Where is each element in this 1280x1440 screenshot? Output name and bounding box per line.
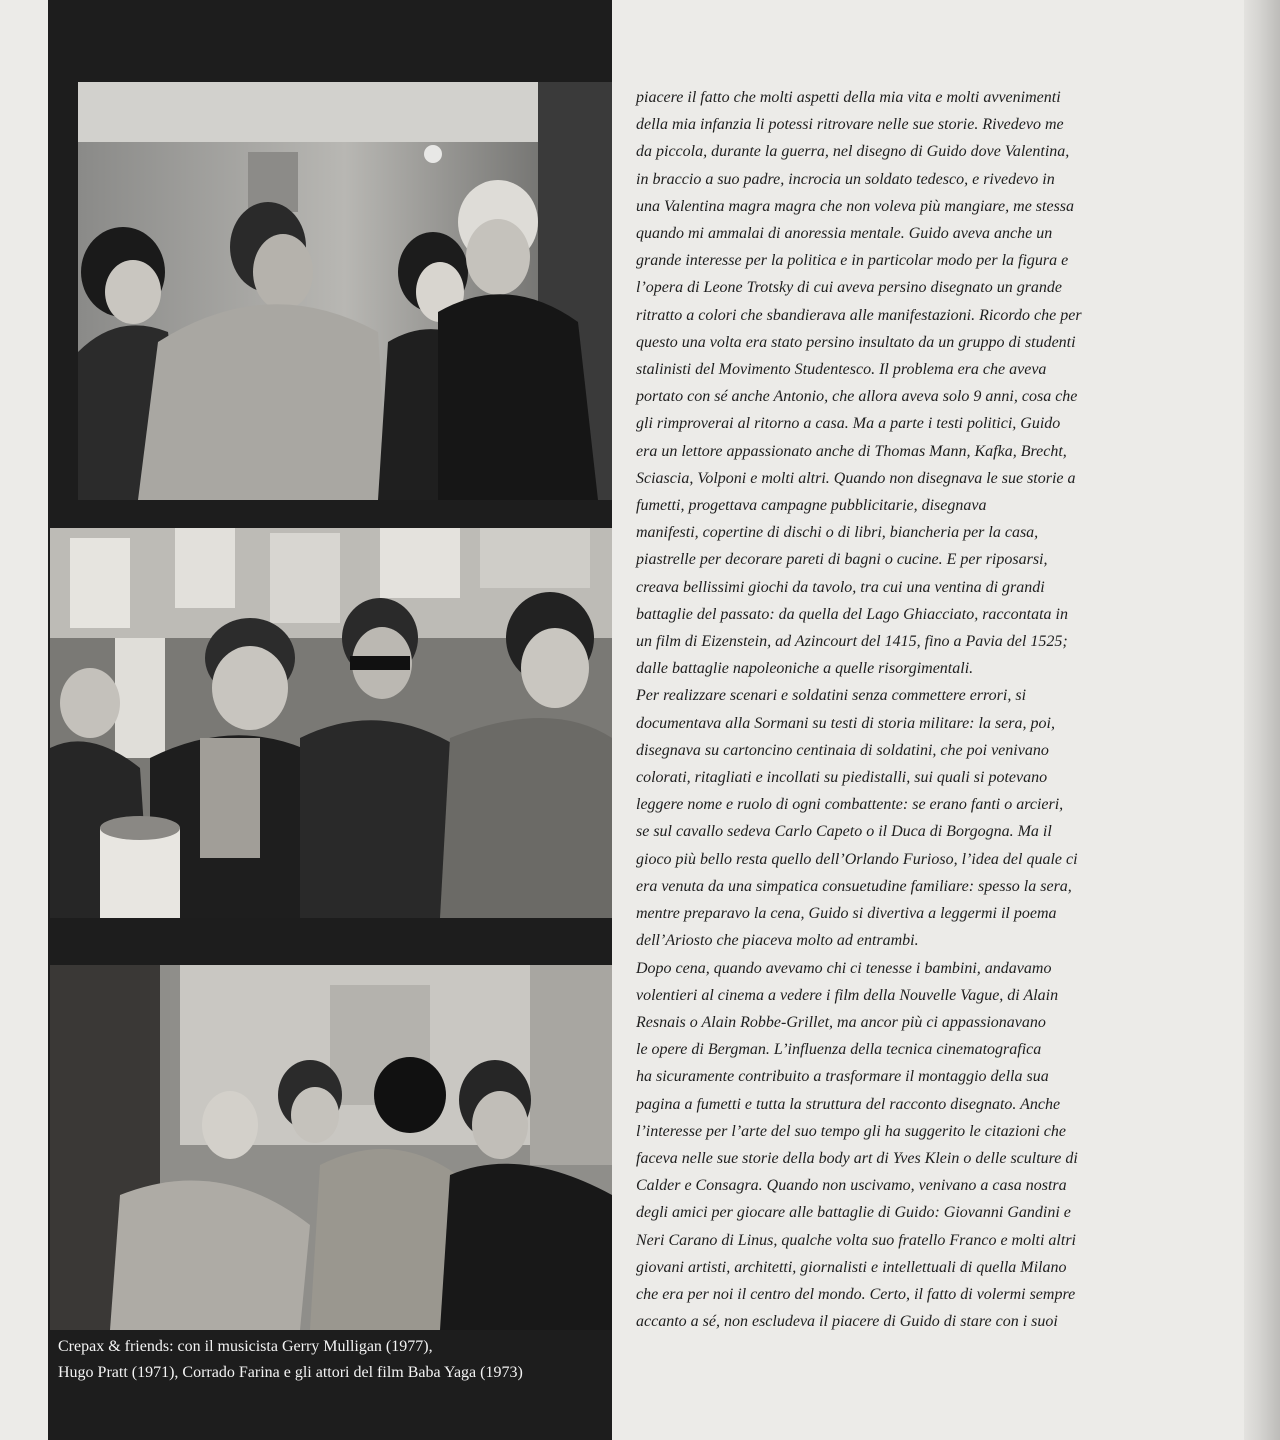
text-line: degli amici per giocare alle battaglie di Guido: Giovanni Gandini e [636,1204,1071,1222]
text-line: dalle battaglie napoleoniche a quelle risorgimentali. [636,660,974,678]
text-line: giovani artisti, architetti, giornalisti e intellettuali di quella Milano [636,1258,1067,1276]
text-line: una Valentina magra magra che non voleva più mangiare, me stessa [636,197,1075,215]
photo-hugo-pratt [50,528,612,918]
text-line: l’opera di Leone Trotsky di cui aveva persino disegnato un grande [636,279,1063,297]
text-line: quando mi ammalai di anoressia mentale. Guido aveva anche un [636,225,1053,243]
text-line: gli rimproverai al ritorno a casa. Ma a parte i testi politici, Guido [636,415,1061,433]
text-line: dell’Ariosto che piaceva molto ad entrambi. [636,932,919,950]
text-line: disegnava su cartoncino centinaia di soldatini, che poi venivano [636,741,1049,759]
text-line: ha sicuramente contribuito a trasformare il montaggio della sua [636,1068,1049,1086]
text-line: portato con sé anche Antonio, che allora aveva solo 9 anni, cosa che [636,388,1078,406]
page-edge [1244,0,1280,1440]
text-line: piacere il fatto che molti aspetti della mia vita e molti avvenimenti [636,89,1061,106]
text-line: che era per noi il centro del mondo. Certo, il fatto di volermi sempre [636,1285,1076,1303]
text-line: un film di Eizenstein, ad Azincourt del 1415, fino a Pavia del 1525; [636,633,1068,651]
caption-line-2: Hugo Pratt (1971), Corrado Farina e gli attori del film Baba Yaga (1973) [58,1364,523,1381]
text-line: manifesti, copertine di dischi o di libri, biancheria per la casa, [636,524,1039,542]
text-line: Per realizzare scenari e soldatini senza commettere errori, si [636,687,1027,705]
photo-gerry-mulligan [78,82,612,500]
text-line: Dopo cena, quando avevamo chi ci tenesse i bambini, andavamo [636,959,1052,977]
body-text [636,84,1136,1335]
text-line: ritratto a colori che sbandierava alle manifestazioni. Ricordo che per [636,306,1082,324]
text-line: Neri Carano di Linus, qualche volta suo fratello Franco e molti altri [636,1231,1076,1249]
text-line: grande interesse per la politica e in particolar modo per la figura e [636,252,1069,270]
caption-line-1: Crepax & friends: con il musicista Gerry Mulligan (1977), [58,1338,433,1355]
text-line: Calder e Consagra. Quando non uscivamo, venivano a casa nostra [636,1177,1067,1195]
photo-baba-yaga [50,965,612,1330]
text-line: pagina a fumetti e tutta la struttura del racconto disegnato. Anche [636,1095,1061,1113]
text-line: questo una volta era stato persino insultato da un gruppo di studenti [636,333,1076,351]
text-line: gioco più bello resta quello dell’Orlando Furioso, l’idea del quale ci [636,850,1078,868]
text-line: leggere nome e ruolo di ogni combattente: se erano fanti o arcieri, [636,796,1064,814]
text-line: della mia infanzia li potessi ritrovare nelle sue storie. Rivedevo me [636,116,1064,134]
photo-gerry-mulligan-image [78,82,612,500]
text-line: in braccio a suo padre, incrocia un soldato tedesco, e rivedevo in [636,170,1055,188]
text-line: documentava alla Sormani su testi di storia militare: la sera, poi, [636,714,1055,732]
text-line: l’interesse per l’arte del suo tempo gli ha suggerito le citazioni che [636,1122,1066,1140]
photo-baba-yaga-image [50,965,612,1330]
text-line: da piccola, durante la guerra, nel disegno di Guido dove Valentina, [636,143,1070,161]
text-line: era venuta da una simpatica consuetudine familiare: spesso la sera, [636,877,1072,895]
text-line: battaglie del passato: da quella del Lago Ghiacciato, raccontata in [636,605,1068,623]
text-line: era un lettore appassionato anche di Thomas Mann, Kafka, Brecht, [636,442,1067,460]
photo-hugo-pratt-image [50,528,612,918]
text-line: volentieri al cinema a vedere i film della Nouvelle Vague, di Alain [636,986,1059,1004]
text-line: fumetti, progettava campagne pubblicitarie, disegnava [636,497,987,515]
text-line: colorati, ritagliati e incollati su piedistalli, sui quali si potevano [636,769,1048,787]
text-line: mentre preparavo la cena, Guido si divertiva a leggermi il poema [636,905,1057,923]
text-line: stalinisti del Movimento Studentesco. Il problema era che aveva [636,361,1047,379]
text-line: piastrelle per decorare pareti di bagni o cucine. E per riposarsi, [636,551,1048,569]
text-line: accanto a sé, non escludeva il piacere di Guido di stare con i suoi [636,1313,1058,1331]
text-line: Resnais o Alain Robbe-Grillet, ma ancor più ci appassionavano [636,1013,1046,1031]
text-line: faceva nelle sue storie della body art di Yves Klein o delle sculture di [636,1149,1078,1167]
text-line: le opere di Bergman. L’influenza della tecnica cinematografica [636,1041,1042,1059]
text-line: creava bellissimi giochi da tavolo, tra cui una ventina di grandi [636,578,1045,596]
text-line: se sul cavallo sedeva Carlo Capeto o il Duca di Borgogna. Ma il [636,823,1052,841]
photo-caption [58,1334,608,1386]
text-line: Sciascia, Volponi e molti altri. Quando non disegnava le sue storie a [636,469,1076,487]
